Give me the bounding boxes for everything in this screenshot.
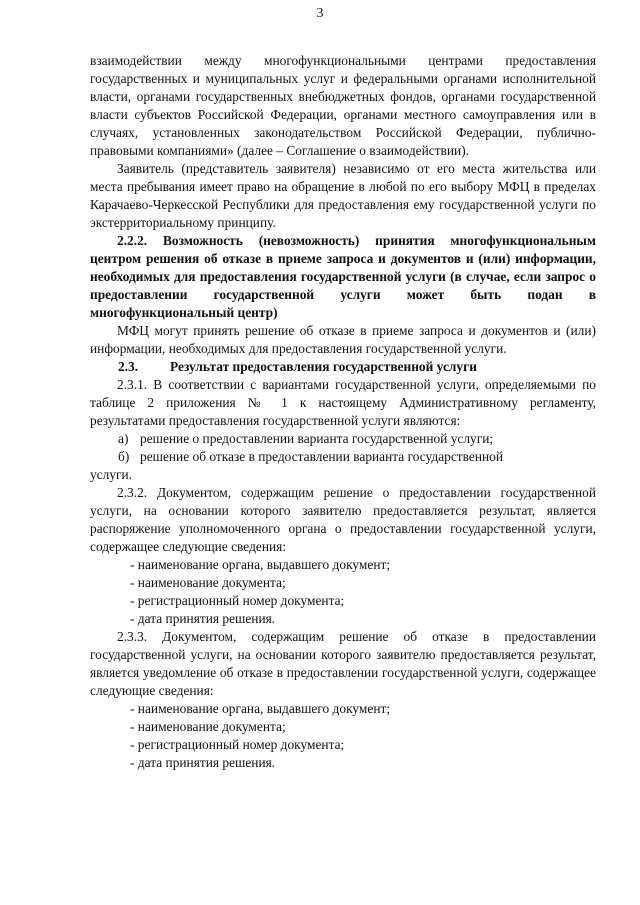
paragraph-2-3-1: 2.3.1. В соответствии с вариантами государственной услуги, определяемыми по таблице 2 приложения № 1 к настоящему Административному регламенту, результатами предоставления государственной услуги являются: — [90, 377, 596, 428]
list-item-letter: а) — [118, 431, 129, 446]
list-item: - наименование органа, выдавшего документ; — [130, 557, 391, 572]
list-item-text: решение о предоставлении варианта государственной услуги; — [140, 431, 494, 446]
paragraph-2-3-2: 2.3.2. Документом, содержащим решение о предоставлении государственной услуги, на основании которого заявителю предоставляется результат, является распоряжение уполномоченного органа о предоставлении государственной услуги, содержащее следующие сведения: — [90, 485, 596, 554]
page-number: 3 — [316, 6, 324, 21]
document-body — [90, 52, 596, 772]
paragraph-applicant: Заявитель (представитель заявителя) независимо от его места жительства или места пребывания имеет право на обращение в любой по его выбору МФЦ в пределах Карачаево-Черкесской Республики для предоставления ему государственной услуги по экстерриториальному принципу. — [90, 161, 596, 230]
paragraph-2-3-3: 2.3.3. Документом, содержащим решение об отказе в предоставлении государственной услуги, на основании которого заявителю предоставляется результат, является уведомление об отказе в предоставлении государственной услуги, содержащее следующие сведения: — [90, 629, 596, 698]
list-item — [90, 430, 596, 448]
list-item-continuation: услуги. — [90, 467, 133, 482]
paragraph-mfc-refusal: МФЦ могут принять решение об отказе в приеме запроса и документов и (или) информации, необходимых для предоставления государственной услуги. — [90, 323, 596, 356]
paragraph-intro: взаимодействии между многофункциональными центрами предоставления государственных и муниципальных услуг и федеральными органами исполнительной власти, органами государственных внебюджетных фондов, органами государственной власти субъектов Российской Федерации, органами местного самоуправления или в случаях, установленных законодательством Российской Федерации, публично-правовыми компаниями» (далее – Соглашение о взаимодействии). — [90, 53, 596, 158]
list-item: - дата принятия решения. — [130, 755, 276, 770]
list-item: - наименование органа, выдавшего документ; — [130, 701, 391, 716]
list-item — [90, 448, 596, 466]
list-item: - регистрационный номер документа; — [130, 593, 345, 608]
list-item: - дата принятия решения. — [130, 611, 276, 626]
list-item: - регистрационный номер документа; — [130, 737, 345, 752]
section-2-3-heading — [90, 358, 596, 376]
section-2-3-title: Результат предоставления государственной услуги — [170, 359, 477, 374]
section-2-3-number: 2.3. — [118, 359, 139, 374]
list-item: - наименование документа; — [130, 719, 286, 734]
section-2-2-2-heading: 2.2.2. Возможность (невозможность) принятия многофункциональным центром решения об отказе в приеме запроса и документов и (или) информации, необходимых для предоставления государственной услуги (в случае, если запрос о предоставлении государственной услуги может быть подан в многофункциональный центр) — [90, 233, 596, 320]
list-item-text: решение об отказе в предоставлении варианта государственной — [140, 449, 504, 464]
list-item: - наименование документа; — [130, 575, 286, 590]
list-item-letter: б) — [118, 449, 130, 464]
